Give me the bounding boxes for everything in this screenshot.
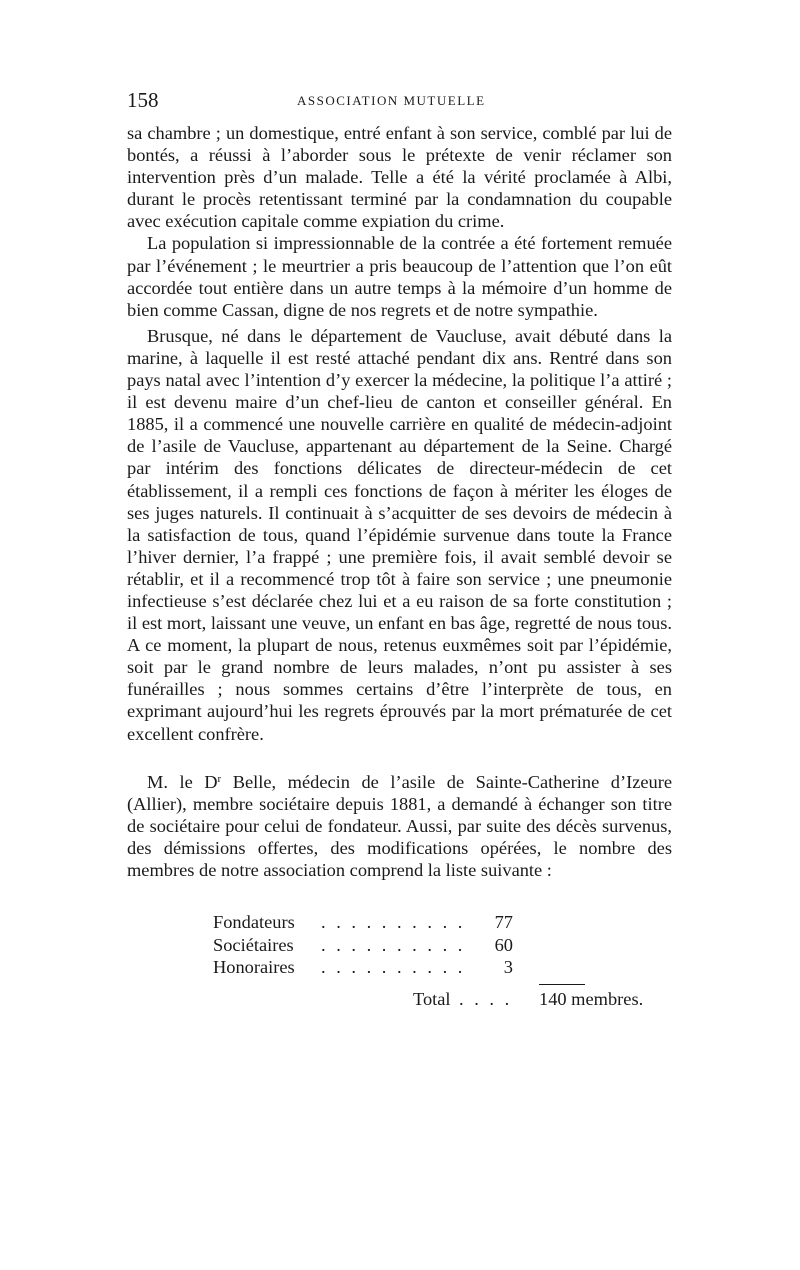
- tally-value: 60: [494, 934, 513, 955]
- leader-dots: . . . . . . . . . .: [321, 912, 466, 933]
- paragraph-brusque: Brusque, né dans le département de Vaucluse, avait débuté dans la marine, à laquelle il est resté attaché pendant dix ans. Rentré dans son pays natal avec l’intention d’y exercer la médecine, la politique l’a attiré ; il est devenu maire d’un chef-lieu de canton et conseiller général. En 1885, il a commencé une nouvelle carrière en qualité de médecin-adjoint de l’asile de Vaucluse, appartenant au département de la Seine. Chargé par intérim des fonctions délicates de directeur-médecin de cet établissement, il a rempli ces fonctions de façon à mériter les éloges de ses juges naturels. Il continuait à s’acquitter de ses devoirs de médecin à la satisfaction de tous, quand l’épidémie survenue dans toute la France l’hiver dernier, l’a frappé ; une première fois, il avait semblé devoir se rétablir, et il a recommencé trop tôt à faire son service ; une pneumonie infectieuse s’est déclarée chez lui et a eu raison de sa forte constitution ; il est mort, laissant une veuve, un enfant en bas âge, regretté de nous tous. A ce moment, la plupart de nous, retenus euxmêmes soit par l’épidémie, soit par le grand nombre de leurs malades, n’ont pu assister à ses funérailles ; nous sommes certains d’être l’interprète de tous, en exprimant aujourd’hui les regrets éprouvés par la mort prématurée de cet excellent confrère.: [127, 325, 672, 744]
- tally-row-honoraires: [213, 956, 591, 979]
- total-label: Total: [413, 988, 451, 1009]
- tally-total-row: [213, 987, 644, 1011]
- leader-dots: . . . . . . . . . .: [321, 957, 466, 978]
- tally-value: 77: [494, 912, 513, 933]
- page-number: 158: [127, 88, 159, 112]
- tally-label: Fondateurs: [213, 912, 295, 933]
- leader-dots: . . . . . . . . . .: [321, 934, 466, 955]
- running-header: [127, 88, 672, 122]
- belle-text: Belle, médecin de l’asile de Sainte-Catherine d’Izeure (Allier), membre sociétaire depuis 1881, a demandé à échanger son titre de sociétaire pour celui de fondateur. Aussi, par suite des décès survenus, des démissions offertes, des modifications opérées, le nombre des membres de notre association comprend la liste suivante :: [127, 771, 673, 880]
- tally-value: 3: [503, 957, 513, 978]
- sum-rule: [539, 984, 585, 985]
- tally-row-societaires: [213, 934, 591, 957]
- total-value: 140 membres.: [539, 988, 644, 1009]
- belle-title: M. le D: [147, 771, 218, 792]
- running-title: ASSOCIATION MUTUELLE: [297, 93, 486, 108]
- paragraph-continuation: sa chambre ; un domestique, entré enfant à son service, comblé par lui de bontés, a réussi à l’aborder sous le prétexte de venir réclamer son intervention près d’un malade. Telle a été la vérité proclamée à Albi, durant le procès retentissant terminé par la condamnation du coupable avec exécution capitale comme expiation du crime.: [127, 123, 672, 232]
- book-page: [127, 88, 672, 1011]
- tally-label: Honoraires: [213, 957, 295, 978]
- belle-title-superscript: r: [217, 772, 222, 785]
- leader-dots: . . . .: [459, 988, 513, 1009]
- paragraph-belle: [127, 771, 672, 881]
- tally-label: Sociétaires: [213, 934, 294, 955]
- membership-tally: [213, 911, 644, 1011]
- paragraph-population: La population si impressionnable de la contrée a été fortement remuée par l’événement ; le meurtrier a pris beaucoup de l’attention que l’on eût accordée tout entière dans un autre temps à la mémoire d’un homme de bien comme Cassan, digne de nos regrets et de notre sympathie.: [127, 233, 672, 320]
- tally-row-fondateurs: [213, 911, 591, 934]
